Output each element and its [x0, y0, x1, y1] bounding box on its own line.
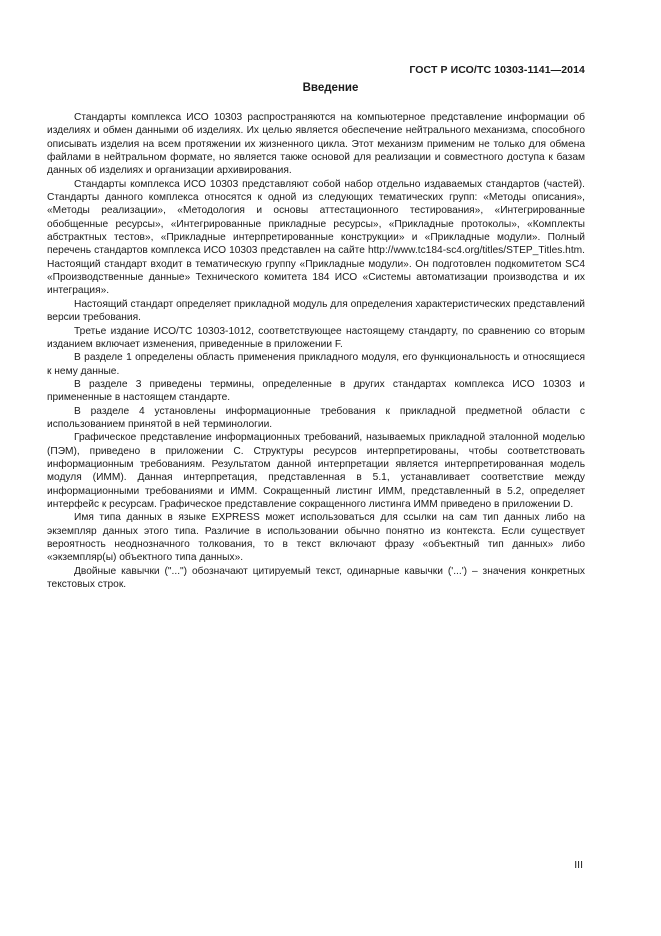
paragraph-scope: Стандарты комплекса ИСО 10303 распространяются на компьютерное представление информации об изделиях и обмен данными об изделиях. Их целью является обеспечение нейтрального механизма, способного описывать изделия на всем протяжении их жизненного цикла. Этот механизм применим не только для обмена файлами в нейтральном формате, но является также основой для реализации и совместного доступа к базам данных об изделиях и организации архивирования. — [47, 112, 585, 177]
standard-header: ГОСТ Р ИСО/ТС 10303-1141—2014 — [409, 64, 585, 76]
page-number: III — [574, 859, 583, 871]
paragraph-arm-mim: Графическое представление информационных требований, называемых прикладной эталонной моделью (ПЭМ), приведено в приложении С. Структуры ресурсов интерпретированы, чтобы соответствовать информационным требованиям. Результатом данной интерпретации является интерпретированная модель модуля (ИММ). Данная интерпретация, представленная в 5.1, устанавливает соответствие между информационными требованиями и ИММ. Сокращенный листинг ИММ, представленный в 5.2, определяет интерфейс к ресурсам. Графическое представление сокращенного листинга ИММ приведено в приложении D. — [47, 432, 585, 510]
introduction-body — [47, 111, 585, 591]
paragraph-standard-purpose: Настоящий стандарт определяет прикладной модуль для определения характеристических представлений версии требования. — [47, 298, 585, 324]
paragraph-section-3: В разделе 3 приведены термины, определенные в других стандартах комплекса ИСО 10303 и примененные в настоящем стандарте. — [47, 378, 585, 404]
section-title: Введение — [302, 82, 359, 94]
paragraph-express-types: Имя типа данных в языке EXPRESS может использоваться для ссылки на сам тип данных либо на экземпляр данных этого типа. Различие в использовании обычно понятно из контекста. Если существует вероятность неоднозначного толкования, то в текст включают фразу «объектный тип данных» либо «экземпляр(ы) объектного типа данных». — [47, 512, 585, 564]
paragraph-quotes: Двойные кавычки ("...") обозначают цитируемый текст, одинарные кавычки ('...') – значения конкретных текстовых строк. — [47, 565, 585, 591]
paragraph-section-1: В разделе 1 определены область применения прикладного модуля, его функциональность и относящиеся к нему данные. — [47, 352, 585, 377]
paragraph-third-edition: Третье издание ИСО/ТС 10303-1012, соответствующее настоящему стандарту, по сравнению со вторым изданием включает изменения, приведенные в приложении F. — [47, 325, 585, 350]
paragraph-series-structure: Стандарты комплекса ИСО 10303 представляют собой набор отдельно издаваемых стандартов (частей). Стандарты данного комплекса относятся к одной из следующих тематических групп: «Методы описания», «Методы реализации», «Методология и основы аттестационного тестирования», «Интегрированные обобщенные ресурсы», «Интегрированные прикладные ресурсы», «Прикладные протоколы», «Комплекты абстрактных тестов», «Прикладные интерпретированные конструкции» и «Прикладные модули». Полный перечень стандартов комплекса ИСО 10303 представлен на сайте http://www.tc184-sc4.org/titles/STEP_Titles.htm. Настоящий стандарт входит в тематическую группу «Прикладные модули». Он подготовлен подкомитетом SC4 «Производственные данные» Технического комитета 184 ИСО «Системы автоматизации производства и их интеграция». — [47, 178, 585, 297]
paragraph-section-4: В разделе 4 установлены информационные требования к прикладной предметной области с использованием принятой в ней терминологии. — [47, 405, 585, 430]
